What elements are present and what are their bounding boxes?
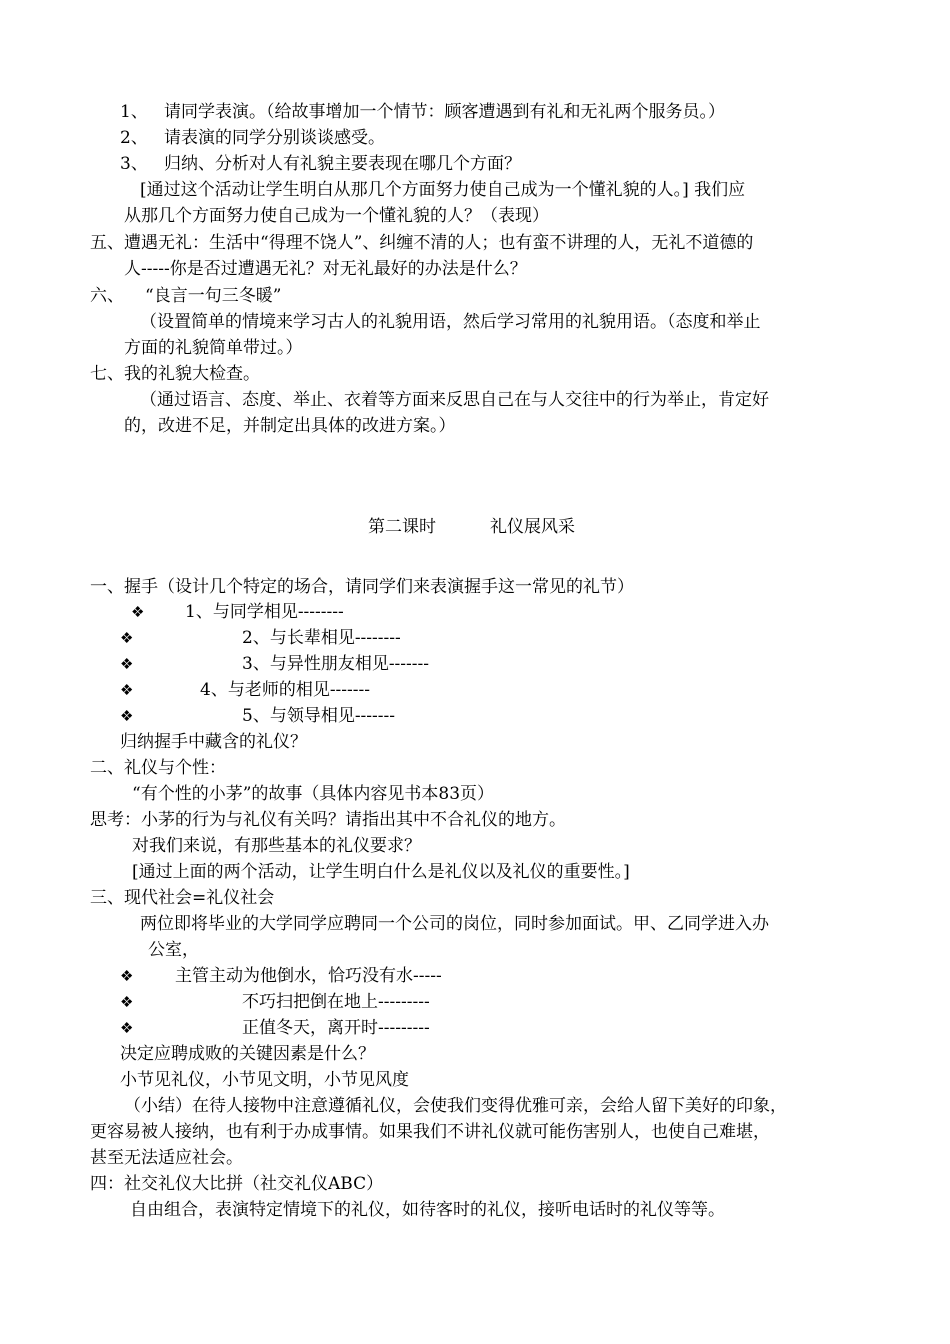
lesson-title: 第二课时 [368, 517, 436, 537]
lesson-subtitle: 礼仪展风采 [490, 517, 575, 537]
handshake-summary: 归纳握手中藏含的礼仪？ [120, 732, 307, 752]
scenario-line: 两位即将毕业的大学同学应聘同一个公司的岗位，同时参加面试。甲、乙同学进入办 [140, 914, 769, 934]
section-six-note: （设置简单的情境来学习古人的礼貌用语，然后学习常用的礼貌用语。（态度和举止 [140, 312, 761, 332]
section-five-title: 五、遭遇无礼：生活中“得理不饶人”、纠缠不清的人；也有蛮不讲理的人，无礼不道德的 [90, 233, 754, 253]
section-four-title: 四：社交礼仪大比拼（社交礼仪ABC） [90, 1174, 384, 1194]
handshake-item: 2、与长辈相见-------- [242, 628, 401, 648]
item-number: 3、 [120, 154, 148, 174]
question-line: 对我们来说，有那些基本的礼仪要求？ [132, 836, 421, 856]
scenario-line: 公室， [148, 940, 199, 960]
interview-item: 不巧扫把倒在地上--------- [242, 992, 430, 1012]
section-five-text: 人-----你是否过遭遇无礼？对无礼最好的办法是什么？ [124, 259, 527, 279]
section-six-note: 方面的礼貌简单带过。） [124, 338, 303, 358]
section-six-number: 六、 [90, 286, 124, 306]
story-line: “有个性的小茅”的故事（具体内容见书本83页） [132, 784, 495, 804]
summary-line: 更容易被人接纳，也有利于办成事情。如果我们不讲礼仪就可能伤害别人，也使自己难堪， [90, 1122, 770, 1142]
item-text: 归纳、分析对人有礼貌主要表现在哪几个方面？ [164, 154, 521, 174]
diamond-bullet-icon: ❖ [120, 629, 134, 647]
diamond-bullet-icon: ❖ [120, 681, 134, 699]
diamond-bullet-icon: ❖ [120, 655, 134, 673]
handshake-item: 3、与异性朋友相见------- [242, 654, 430, 674]
section-three-title: 三、现代社会=礼仪社会 [90, 888, 275, 908]
summary-line: 甚至无法适应社会。 [90, 1148, 243, 1168]
section-six-title: “良言一句三冬暖” [145, 286, 282, 306]
question-line: 决定应聘成败的关键因素是什么？ [120, 1044, 375, 1064]
summary-line: （小结）在待人接物中注意遵循礼仪，会使我们变得优雅可亲，会给人留下美好的印象， [124, 1096, 787, 1116]
diamond-bullet-icon: ❖ [131, 603, 145, 621]
handshake-item: 1、与同学相见-------- [185, 602, 344, 622]
section-two-title: 二、礼仪与个性： [90, 758, 226, 778]
handshake-item: 4、与老师的相见------- [200, 680, 371, 700]
note-line: [通过这个活动让学生明白从那几个方面努力使自己成为一个懂礼貌的人。] 我们应 [140, 180, 746, 200]
interview-item: 正值冬天，离开时--------- [242, 1018, 430, 1038]
handshake-item: 5、与领导相见------- [242, 706, 396, 726]
section-seven-note: 的，改进不足，并制定出具体的改进方案。） [124, 416, 456, 436]
item-text: 请同学表演。（给故事增加一个情节：顾客遭遇到有礼和无礼两个服务员。） [164, 102, 725, 122]
diamond-bullet-icon: ❖ [120, 1019, 134, 1037]
diamond-bullet-icon: ❖ [120, 967, 134, 985]
section-one-title: 一、握手（设计几个特定的场合，请同学们来表演握手这一常见的礼节） [90, 577, 634, 597]
motto-line: 小节见礼仪，小节见文明，小节见风度 [120, 1070, 409, 1090]
note-line: [通过上面的两个活动，让学生明白什么是礼仪以及礼仪的重要性。] [132, 862, 630, 882]
item-number: 2、 [120, 128, 148, 148]
diamond-bullet-icon: ❖ [120, 707, 134, 725]
section-seven-note: （通过语言、态度、举止、衣着等方面来反思自己在与人交往中的行为举止，肯定好 [140, 390, 769, 410]
think-line: 思考：小茅的行为与礼仪有关吗？请指出其中不合礼仪的地方。 [90, 810, 566, 830]
item-number: 1、 [120, 102, 148, 122]
diamond-bullet-icon: ❖ [120, 993, 134, 1011]
item-text: 请表演的同学分别谈谈感受。 [164, 128, 385, 148]
interview-item: 主管主动为他倒水，恰巧没有水----- [175, 966, 442, 986]
note-line: 从那几个方面努力使自己成为一个懂礼貌的人？（表现） [124, 206, 549, 226]
section-seven-title: 七、我的礼貌大检查。 [90, 364, 260, 384]
section-four-text: 自由组合，表演特定情境下的礼仪，如待客时的礼仪，接听电话时的礼仪等等。 [130, 1200, 725, 1220]
